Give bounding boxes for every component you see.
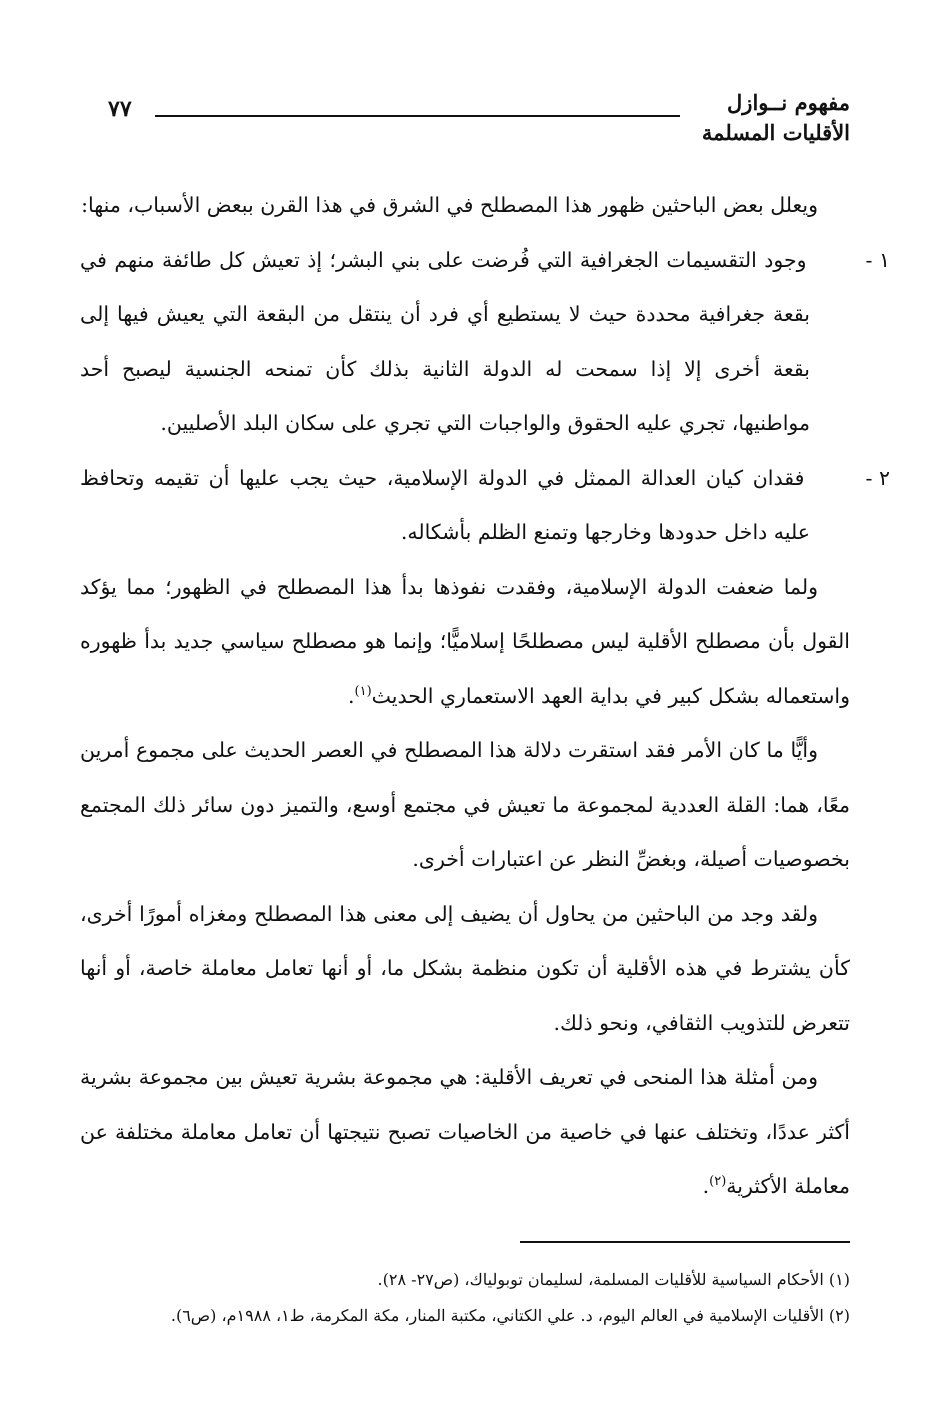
footnote-ref-1: (١): [354, 683, 372, 699]
footnote-1: (١) الأحكام السياسية للأقليات المسلمة، لسليمان توبولياك، (ص٢٧- ٢٨).: [377, 1270, 850, 1289]
list-item-2-text: فقدان كيان العدالة الممثل في الدولة الإسلامية، حيث يجب عليها أن تقيمه وتحافظ عليه داخل حدودها وخارجها وتمنع الظلم بأشكاله.: [80, 465, 810, 544]
footnote-2: (٢) الأقليات الإسلامية في العالم اليوم، د. علي الكتاني، مكتبة المنار، مكة المكرمة، ط١، ١٩٨٨م، (ص٦).: [170, 1306, 850, 1325]
chapter-title: [702, 88, 850, 148]
paragraph-3-end: .: [348, 683, 355, 708]
list-item-2-number: ٢ -: [865, 465, 890, 490]
header-rule: [155, 115, 680, 117]
footnotes: [80, 1262, 850, 1334]
paragraph-4: وأيًّا ما كان الأمر فقد استقرت دلالة هذا المصطلح في العصر الحديث على مجموع أمرين معًا، هما: القلة العددية لمجموعة ما تعيش في مجتمع أوسع، والتميز دون سائر ذلك المجتمع بخصوصيات أصيلة، وبغضِّ النظر عن اعتبارات أخرى.: [80, 738, 850, 871]
paragraph-3: [80, 560, 850, 724]
paragraph-5: ولقد وجد من الباحثين من يحاول أن يضيف إلى معنى هذا المصطلح ومغزاه أمورًا أخرى، كأن يشترط في هذه الأقلية أن تكون منظمة بشكل ما، أو أنها تعامل معاملة خاصة، أو أنها تتعرض للتذويب الثقافي، ونحو ذلك.: [80, 901, 850, 1035]
body-text: [80, 178, 890, 1214]
list-item-1-number: ١ -: [865, 247, 890, 272]
footnote-rule: [520, 1241, 850, 1243]
chapter-title-line2: الأقليات المسلمة: [701, 120, 850, 145]
list-item-1: [80, 233, 890, 451]
running-header: [100, 88, 850, 148]
paragraph-6-text: ومن أمثلة هذا المنحى في تعريف الأقلية: هي مجموعة بشرية تعيش بين مجموعة بشرية أكثر عددًا، وتختلف عنها في خاصية من الخاصيات تصبح نتيجتها أن تعامل معاملة مختلفة عن معاملة الأكثرية: [80, 1065, 850, 1198]
paragraph-3-text: ولما ضعفت الدولة الإسلامية، وفقدت نفوذها بدأ هذا المصطلح في الظهور؛ مما يؤكد القول بأن مصطلح الأقلية ليس مصطلحًا إسلاميًّا؛ وإنما هو مصطلح سياسي جديد بدأ ظهوره واستعماله بشكل كبير في بداية العهد الاستعماري الحديث: [80, 574, 850, 708]
paragraph-intro: ويعلل بعض الباحثين ظهور هذا المصطلح في الشرق في هذا القرن ببعض الأسباب، منها:: [81, 193, 818, 217]
paragraph-6: [80, 1050, 850, 1214]
list-item-2: [80, 451, 890, 560]
list-item-1-text: وجود التقسيمات الجغرافية التي فُرضت على بني البشر؛ إذ تعيش كل طائفة منهم في بقعة جغرافية محددة حيث لا يستطيع أي فرد أن ينتقل من البقعة التي يعيش فيها إلى بقعة أخرى إلا إذا سمحت له الدولة الثانية بذلك كأن تمنحه الجنسية ليصبح أحد مواطنيها، تجري عليه الحقوق والواجبات التي تجري على سكان البلد الأصليين.: [80, 247, 810, 435]
paragraph-6-end: .: [702, 1174, 710, 1198]
page-number: ٧٧: [108, 96, 132, 122]
chapter-title-line1: مفهوم نــوازل: [727, 90, 850, 115]
footnote-ref-2: (٢): [709, 1174, 727, 1190]
